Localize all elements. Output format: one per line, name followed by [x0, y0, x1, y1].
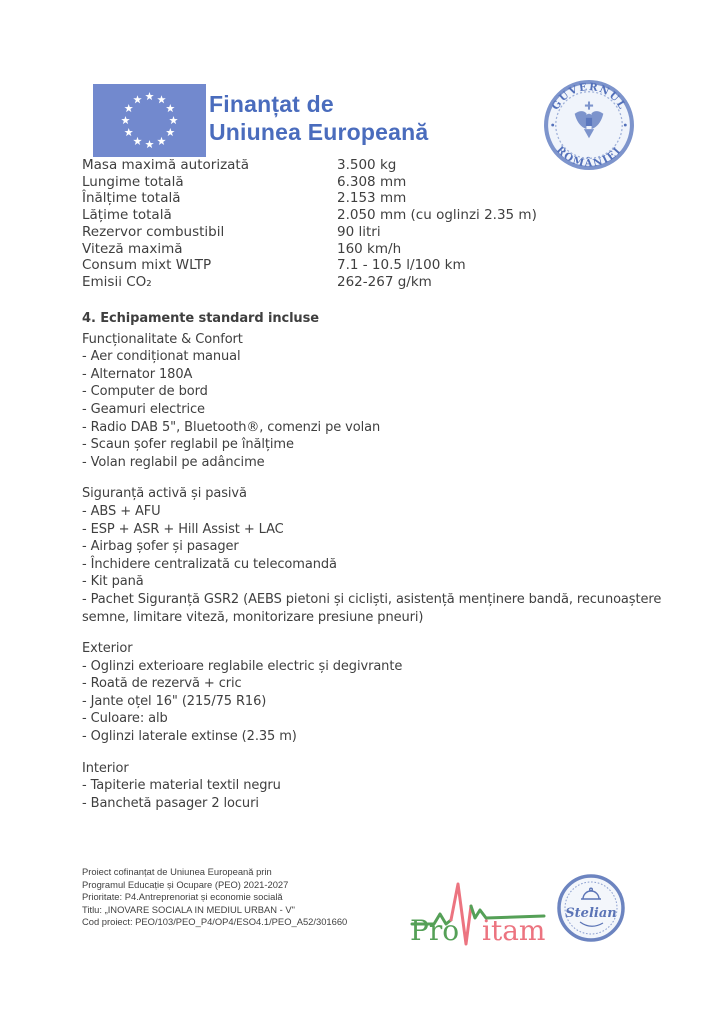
- spec-row: [82, 241, 537, 258]
- spec-value: 90 litri: [337, 223, 381, 240]
- project-footer: [82, 866, 347, 929]
- equipment-item: - Geamuri electrice: [82, 401, 205, 417]
- equipment-item: - Culoare: alb: [82, 711, 168, 727]
- provitam-text-pro: Pro: [410, 914, 460, 947]
- group-title: Interior: [82, 760, 129, 776]
- equipment-group-interior: [82, 760, 702, 813]
- spec-row: [82, 224, 537, 241]
- spec-label: Emisii CO₂: [82, 273, 152, 290]
- spec-label: Consum mixt WLTP: [82, 257, 212, 274]
- spec-value: 262-267 g/km: [337, 273, 432, 290]
- gov-seal-bottom-text: ROMÂNIEI: [553, 144, 625, 170]
- equipment-item: - Banchetă pasager 2 locuri: [82, 795, 259, 811]
- spec-value: 3.500 kg: [337, 157, 397, 173]
- spec-value: 2.153 mm: [337, 190, 407, 207]
- equipment-item: - Radio DAB 5", Bluetooth®, comenzi pe volan: [82, 419, 381, 435]
- equipment-item: - Kit pană: [82, 574, 144, 590]
- provitam-logo: [408, 874, 548, 952]
- footer-line: Prioritate: P4.Antreprenoriat și economie socială: [82, 891, 283, 903]
- equipment-item: - Alternator 180A: [82, 366, 193, 382]
- spec-row: [82, 207, 537, 224]
- equipment-group-exterior: [82, 640, 702, 746]
- section-heading: 4. Echipamente standard incluse: [82, 311, 319, 326]
- spec-label: Masa maximă autorizată: [82, 157, 250, 173]
- spec-row: [82, 174, 537, 191]
- spec-value: 160 km/h: [337, 240, 402, 257]
- spec-label: Înălțime totală: [82, 190, 181, 207]
- spec-row: [82, 274, 537, 291]
- spec-row: [82, 257, 537, 274]
- spec-value: 2.050 mm (cu oglinzi 2.35 m): [337, 207, 537, 224]
- spec-label: Lățime totală: [82, 207, 172, 224]
- spec-value: 6.308 mm: [337, 173, 407, 190]
- equipment-group-comfort: [82, 331, 702, 472]
- eu-funding-line1: Finanțat de: [209, 91, 334, 117]
- spec-label: Viteză maximă: [82, 240, 183, 257]
- equipment-item: - Oglinzi exterioare reglabile electric și degivrante: [82, 658, 403, 674]
- equipment-item: - Jante oțel 16" (215/75 R16): [82, 693, 267, 709]
- equipment-item: - Scaun șofer reglabil pe înălțime: [82, 437, 294, 453]
- spec-value: 7.1 - 10.5 l/100 km: [337, 257, 466, 274]
- equipment-group-safety: [82, 485, 702, 626]
- equipment-item: - ESP + ASR + Hill Assist + LAC: [82, 521, 284, 537]
- footer-line: Programul Educație și Ocupare (PEO) 2021-2027: [82, 878, 289, 890]
- eu-funding-line2: Uniunea Europeană: [209, 119, 429, 145]
- equipment-item: - Roată de rezervă + cric: [82, 676, 242, 692]
- spec-table: [82, 157, 537, 291]
- provitam-text-itam: itam: [482, 914, 546, 947]
- equipment-item: - Airbag șofer și pasager: [82, 539, 239, 555]
- spec-label: Lungime totală: [82, 173, 184, 190]
- equipment-item: - Aer condiționat manual: [82, 349, 241, 365]
- eu-flag-icon: [93, 84, 206, 157]
- equipment-item: - Tapiterie material textil negru: [82, 778, 281, 794]
- equipment-item: - Închidere centralizată cu telecomandă: [82, 556, 337, 572]
- equipment-item: - Pachet Siguranță GSR2 (AEBS pietoni și cicliști, asistență menținere bandă, recunoaștere semne, limitare viteză, monitorizare presiune pneuri): [82, 591, 662, 625]
- group-title: Siguranță activă și pasivă: [82, 486, 247, 502]
- equipment-section: [82, 310, 702, 812]
- equipment-item: - Computer de bord: [82, 384, 208, 400]
- spec-row: [82, 190, 537, 207]
- footer-line: Titlu: „INOVARE SOCIALA IN MEDIUL URBAN - V": [82, 903, 295, 915]
- romanian-government-seal: [543, 79, 635, 171]
- equipment-item: - ABS + AFU: [82, 503, 161, 519]
- equipment-item: - Oglinzi laterale extinse (2.35 m): [82, 729, 297, 745]
- spec-label: Rezervor combustibil: [82, 223, 225, 240]
- stelian-stamp: [555, 872, 627, 944]
- group-title: Funcționalitate & Confort: [82, 331, 243, 347]
- equipment-item: - Volan reglabil pe adâncime: [82, 454, 265, 470]
- eu-funding-title: [209, 90, 428, 146]
- spec-row: [82, 157, 537, 174]
- footer-line: Cod proiect: PEO/103/PEO_P4/OP4/ESO4.1/PEO_A52/301660: [82, 916, 348, 928]
- footer-line: Proiect cofinanțat de Uniunea Europeană prin: [82, 866, 272, 877]
- gov-seal-top-text: GUVERNUL: [549, 80, 629, 113]
- stelian-label: Stelian: [565, 906, 617, 921]
- group-title: Exterior: [82, 641, 133, 657]
